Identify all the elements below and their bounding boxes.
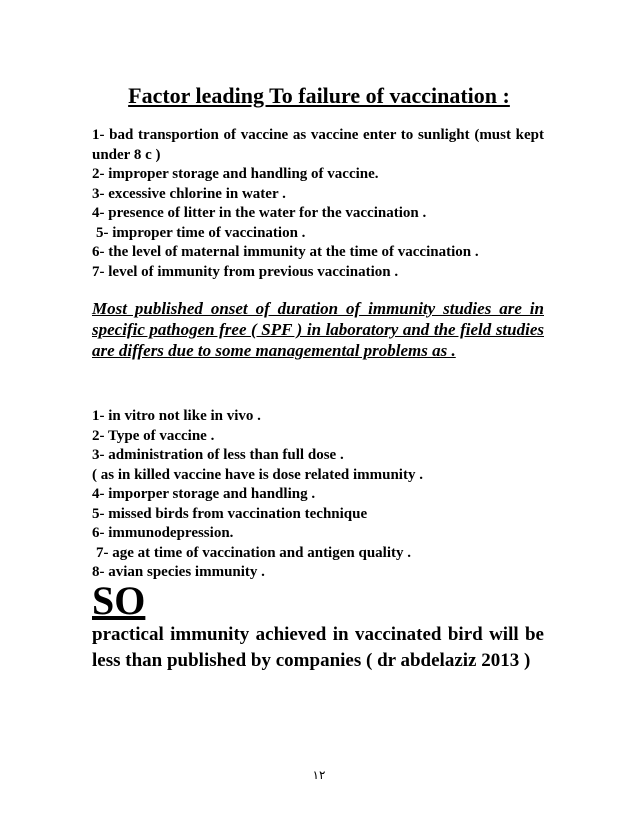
factor-item: 1- bad transportion of vaccine as vaccine enter to sunlight (must kept under 8 c ) [92,127,544,163]
problem-item: 2- Type of vaccine . [92,427,215,444]
immunity-studies-paragraph: Most published onset of duration of immunity studies are in specific pathogen free ( SPF ) in laboratory and the field studies are differs due to some managemental problems as . [92,299,544,360]
problem-item: 3- administration of less than full dose . [92,447,344,463]
problem-item: 4- imporper storage and handling . [92,486,316,502]
problem-item: 5- missed birds from vaccination technique [92,505,368,522]
problem-item: ( as in killed vaccine have is dose related immunity . [92,466,423,483]
factor-item: 6- the level of maternal immunity at the time of vaccination . [92,244,479,260]
factor-item: 3- excessive chlorine in water . [92,185,286,202]
factor-item: 7- level of immunity from previous vaccination . [92,263,399,280]
problem-item: 1- in vitro not like in vivo . [92,408,261,424]
page-number: ١٢ [312,768,326,782]
problem-item: 6- immunodepression. [92,525,234,541]
conclusion-paragraph: practical immunity achieved in vaccinated bird will be less than published by companies ( dr abdelaziz 2013 ) [92,624,544,671]
factor-item: 5- improper time of vaccination . [96,224,306,241]
factor-item: 4- presence of litter in the water for the vaccination . [92,205,427,221]
managemental-problems-list [92,407,544,583]
problem-item: 8- avian species immunity . [92,564,265,580]
problem-item: 7- age at time of vaccination and antigen quality . [96,544,411,561]
factor-item: 2- improper storage and handling of vaccine. [92,166,379,182]
so-heading: SO [92,578,146,623]
vaccination-failure-factors-list [92,126,544,282]
page-title: Factor leading To failure of vaccination : [128,83,510,108]
